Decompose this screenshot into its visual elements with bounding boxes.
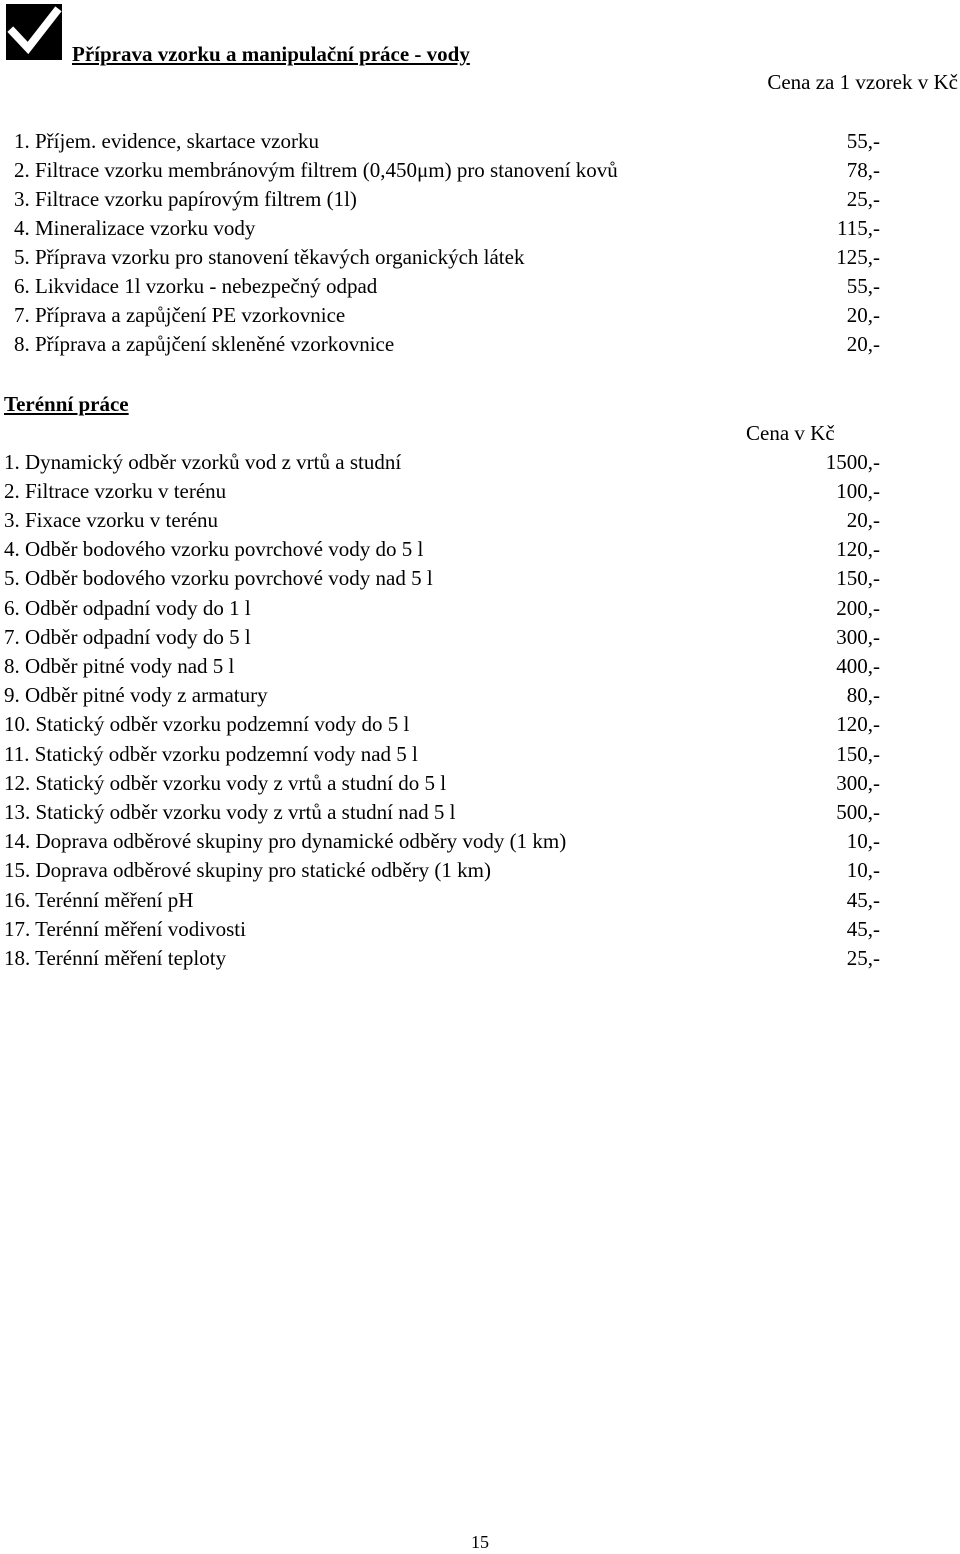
item-price: 25,- (846, 946, 880, 970)
item-label: 4. Odběr bodového vzorku povrchové vody do 5 l (4, 537, 424, 561)
page-title: Příprava vzorku a manipulační práce - vody (72, 42, 470, 66)
list-item (0, 800, 880, 829)
item-price: 300,- (836, 625, 880, 649)
item-label: 10. Statický odběr vzorku podzemní vody do 5 l (4, 712, 410, 736)
item-price: 10,- (846, 829, 880, 853)
item-label: 15. Doprava odběrové skupiny pro statické odběry (1 km) (4, 858, 491, 882)
item-price: 120,- (836, 712, 880, 736)
list-item (0, 187, 880, 216)
list-item (0, 245, 880, 274)
item-price: 500,- (836, 800, 880, 824)
item-price: 20,- (846, 508, 880, 532)
checkbox-icon (6, 4, 62, 60)
price-header: Cena za 1 vzorek v Kč (767, 70, 958, 94)
list-item (0, 712, 880, 741)
list-item (0, 654, 880, 683)
item-label: 1. Dynamický odběr vzorků vod z vrtů a studní (4, 450, 402, 474)
item-label: 6. Likvidace 1l vzorku - nebezpečný odpad (14, 274, 378, 298)
item-label: 1. Příjem. evidence, skartace vzorku (14, 129, 319, 153)
item-label: 6. Odběr odpadní vody do 1 l (4, 596, 251, 620)
list-item (0, 129, 880, 158)
item-label: 5. Odběr bodového vzorku povrchové vody nad 5 l (4, 566, 433, 590)
item-label: 5. Příprava vzorku pro stanovení těkavých organických látek (14, 245, 525, 269)
item-price: 150,- (836, 566, 880, 590)
item-price: 1500,- (825, 450, 880, 474)
list-item (0, 537, 880, 566)
item-label: 2. Filtrace vzorku v terénu (4, 479, 227, 503)
page-number: 15 (471, 1532, 489, 1552)
item-label: 12. Statický odběr vzorku vody z vrtů a studní do 5 l (4, 771, 447, 795)
item-label: 14. Doprava odběrové skupiny pro dynamické odběry vody (1 km) (4, 829, 567, 853)
list-item (0, 946, 880, 975)
item-label: 11. Statický odběr vzorku podzemní vody nad 5 l (4, 742, 418, 766)
item-label: 8. Příprava a zapůjčení skleněné vzorkovnice (14, 332, 395, 356)
item-price: 300,- (836, 771, 880, 795)
list-item (0, 771, 880, 800)
item-label: 2. Filtrace vzorku membránovým filtrem (0,450μm) pro stanovení kovů (14, 158, 618, 182)
list-item (0, 332, 880, 361)
list-item (0, 158, 880, 187)
list-item (0, 888, 880, 917)
list-item (0, 625, 880, 654)
item-price: 125,- (836, 245, 880, 269)
list-item (0, 216, 880, 245)
item-price: 20,- (846, 303, 880, 327)
item-label: 18. Terénní měření teploty (4, 946, 227, 970)
item-label: 3. Filtrace vzorku papírovým filtrem (1l) (14, 187, 357, 211)
list-item (0, 274, 880, 303)
item-label: 17. Terénní měření vodivosti (4, 917, 246, 941)
item-label: 7. Příprava a zapůjčení PE vzorkovnice (14, 303, 346, 327)
item-price: 80,- (846, 683, 880, 707)
item-price: 100,- (836, 479, 880, 503)
item-price: 45,- (846, 888, 880, 912)
item-price: 115,- (837, 216, 880, 240)
item-label: 13. Statický odběr vzorku vody z vrtů a studní nad 5 l (4, 800, 456, 824)
list-item (0, 450, 880, 479)
list-item (0, 596, 880, 625)
item-price: 45,- (846, 917, 880, 941)
item-label: 4. Mineralizace vzorku vody (14, 216, 256, 240)
item-label: 9. Odběr pitné vody z armatury (4, 683, 268, 707)
item-price: 25,- (846, 187, 880, 211)
list-item (0, 303, 880, 332)
list-item (0, 917, 880, 946)
list-item (0, 566, 880, 595)
item-price: 120,- (836, 537, 880, 561)
item-price: 20,- (846, 332, 880, 356)
list-item (0, 683, 880, 712)
list-item (0, 508, 880, 537)
item-price: 200,- (836, 596, 880, 620)
list-item (0, 479, 880, 508)
item-price: 400,- (836, 654, 880, 678)
item-label: 16. Terénní měření pH (4, 888, 194, 912)
item-price: 55,- (846, 274, 880, 298)
list-item (0, 742, 880, 771)
item-label: 8. Odběr pitné vody nad 5 l (4, 654, 235, 678)
item-price: 10,- (846, 858, 880, 882)
item-price: 150,- (836, 742, 880, 766)
list-item (0, 829, 880, 858)
section-title: Terénní práce (4, 392, 129, 416)
item-price: 78,- (846, 158, 880, 182)
item-price: 55,- (846, 129, 880, 153)
list-item (0, 858, 880, 887)
field-price-header: Cena v Kč (746, 421, 835, 445)
item-label: 7. Odběr odpadní vody do 5 l (4, 625, 251, 649)
item-label: 3. Fixace vzorku v terénu (4, 508, 219, 532)
